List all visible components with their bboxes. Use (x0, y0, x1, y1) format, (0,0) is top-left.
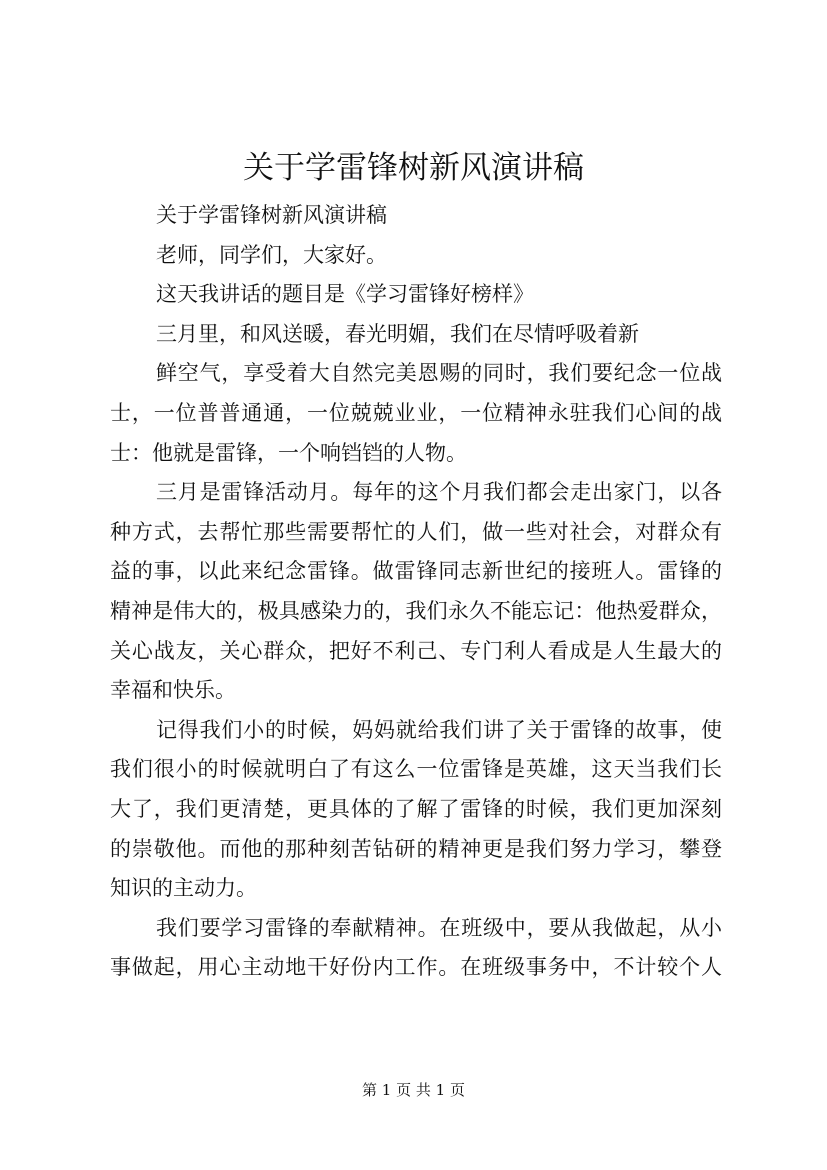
document-body (110, 196, 722, 988)
text-line: 知识的主动力。 (110, 876, 257, 901)
text-line: 精神是伟大的，极具感染力的，我们永久不能忘记：他热爱群众， (110, 598, 722, 623)
page-footer: 第 1 页 共 1 页 (362, 1081, 465, 1099)
text-line: 大了，我们更清楚，更具体的了解了雷锋的时候，我们更加深刻 (110, 796, 722, 821)
text-line: 的崇敬他。而他的那种刻苦钻研的精神更是我们努力学习，攀登 (110, 836, 722, 861)
text-line: 士，一位普普通通，一位兢兢业业，一位精神永驻我们心间的战 (110, 400, 722, 425)
text-line: 这天我讲话的题目是《学习雷锋好榜样》 (156, 282, 534, 307)
text-line: 关心战友，关心群众，把好不利己、专门利人看成是人生最大的 (110, 638, 722, 663)
text-line: 鲜空气，享受着大自然完美恩赐的同时，我们要纪念一位战 (156, 361, 722, 386)
document-title: 关于学雷锋树新风演讲稿 (243, 150, 584, 186)
text-line: 老师，同学们，大家好。 (156, 242, 387, 267)
text-line: 士：他就是雷锋，一个响铛铛的人物。 (110, 440, 467, 465)
text-line: 记得我们小的时候，妈妈就给我们讲了关于雷锋的故事，使 (156, 717, 722, 742)
text-line: 事做起，用心主动地干好份内工作。在班级事务中，不计较个人 (110, 955, 722, 980)
text-line: 我们很小的时候就明白了有这么一位雷锋是英雄，这天当我们长 (110, 757, 722, 782)
text-line: 三月里，和风送暖，春光明媚，我们在尽情呼吸着新 (156, 321, 639, 346)
text-line: 益的事，以此来纪念雷锋。做雷锋同志新世纪的接班人。雷锋的 (110, 559, 722, 584)
text-line: 我们要学习雷锋的奉献精神。在班级中，要从我做起，从小 (156, 915, 722, 940)
text-line: 关于学雷锋树新风演讲稿 (156, 203, 387, 227)
text-line: 幸福和快乐。 (110, 678, 236, 703)
text-line: 三月是雷锋活动月。每年的这个月我们都会走出家门，以各 (156, 480, 722, 505)
text-line: 种方式，去帮忙那些需要帮忙的人们，做一些对社会，对群众有 (110, 519, 722, 544)
